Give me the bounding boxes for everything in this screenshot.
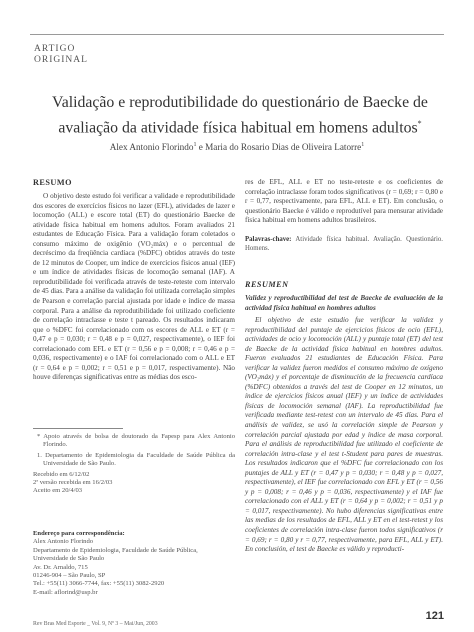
top-rule [30,34,444,35]
author1-mark: 1 [193,142,197,148]
address-line: Departamento de Epidemiologia, Faculdade de Saúde Pública, [33,546,198,554]
resumo-heading: RESUMO [33,178,72,187]
footnote-1: * Apoio através de bolsa de doutorado da Fapesp para Alex Antonio Florindo. [37,433,235,449]
email-link[interactable]: E-mail: aflorind@usp.br [33,588,98,596]
address-heading: Endereço para correspondência: [33,530,125,537]
correspondence-address [33,530,235,597]
received-date: Recebido em 6/12/02 [33,470,90,478]
address-line: Av. Dr. Arnaldo, 715 [33,563,88,571]
section-label-line2: ORIGINAL [34,55,88,65]
address-line: 01246-904 – São Paulo, SP [33,572,106,580]
authors [30,142,444,152]
address-line: Tel.: +55(11) 3066-7744, fax: +55(11) 3082-2920 [33,580,165,588]
title-line2-text: avaliação da atividade física habitual em homens adultos [58,119,418,137]
section-label-line1: ARTIGO [34,44,76,54]
article-title [40,92,440,138]
resumo-continuation: res de EFL, ALL e ET no teste-reteste e os coeficientes de correlação intraclasse foram todos significativos (r = 0,69; r = 0,80 e r = 0,77, respectivamente, para EFL, ALL e ET). Em conclusão, o questionário Baecke é válido e reprodutível para mensurar atividade física habitual em homens adultos brasileiros. [245,178,443,225]
resumen-paragraph: El objetivo de este estudio fue verificar la validez y reproductibilidad del puntaje de ejercicios físicos de ocio (EFL), actividades de ocio y locomoción (ALL) y puntaje total (ET) del test de Baecke de la actividad física habitual en hombres adultos. Fueron evaluados 21 estudiantes de Educación Física. Para verificar la validez fueron medidos el consumo máximo de oxígeno (VO₂máx) y el porcentaje de disminución de la frecuencia cardíaca (%DFC) obtenidos a través del test de Cooper en 12 minutos, un índice de ejercicios físicos anual (IEF) y un índice de actividades físicas de locomoción semanal (IAF). La reproductibilidad fue verificada mediante test-retest con un intervalo de 45 días. Para el análisis de validez, se usó la correlación simple de Pearson y correlación parcial ajustada por edad y índice de masa corporal. Para el análisis de reproductibilidad fue utilizado el coeficiente de correlación intra-clase y el test t-Student para pares de muestras. Los resultados indicaron que el %DFC fue correlacionado con los puntajes de ALL y ET (r = 0,47 y p = 0,030; r = 0,48 y p = 0,027, respectivamente), el IEF fue correlacionado con EFL y ET (r = 0,56 y p = 0,008; r = 0,46 y p = 0,036, respectivamente) y el IAF fue correlacionado con el ALL y ET (r = 0,64 y p = 0,002; r = 0,51 y p = 0,017, respectivamente). No hubo diferencias significativas entre las medias de los resultados de EFL, ALL y ET en el test-retest y los coeficientes de correlación intra-clase fueron todos significativos (r = 0,69; r = 0,80 y r = 0,77, respectivamente, para EFL, ALL y ET). En conclusión, el test de Baecke es válido y reproducti- [245,316,443,554]
author2: e Maria do Rosario Dias de Oliveira Latorre [196,142,362,153]
footnotes [33,433,235,496]
author2-mark: 1 [361,142,365,148]
title-line2 [40,113,440,138]
title-line1: Validação e reprodutibilidade do questionário de Baecke de [52,94,428,111]
resumen-heading: RESUMEN [245,280,289,289]
revised-date: 2ª versão recebida em 16/2/03 [33,479,113,487]
keywords-text: Atividade física habitual. Avaliação. Questionário. Homens. [245,236,443,252]
keywords [245,236,443,253]
accepted-date: Aceito em 20/4/03 [33,487,83,495]
address-line: Alex Antonio Florindo [33,538,94,546]
resumen-subtitle: Validez y reproductibilidad del test de Baecke de evaluación de la actividad física habitual en hombres adultos [245,294,443,312]
resumo-paragraph: O objetivo deste estudo foi verificar a validade e reprodutibilidade dos escores de exercícios físicos no lazer (EFL), atividades de lazer e locomoção (ALL) e escore total (ET) do questionário Baecke de atividade física habitual em homens adultos. Foram avaliados 21 estudantes de Educação Física. Para a validação foram coletados o consumo máximo de oxigênio (VO₂máx) e o percentual de decréscimo da freqüência cardíaca (%DFC) obtidos através do teste de 12 minutos de Cooper, um índice de exercícios físicos anual (IEF) e um índice de atividades físicas de locomoção semanal (IAF). A reprodutibilidade foi verificada através de teste-reteste com intervalo de 45 dias. Para a análise da validação foi utilizada correlação simples de Pearson e correlação parcial ajustada por idade e índice de massa corporal. Para a análise da reprodutibilidade foi utilizado coeficiente de correlação intraclasse e teste t pareado. Os resultados indicaram que o %DFC foi correlacionado com os escores de ALL e ET (r = 0,47 e p = 0,030; r = 0,48 e p = 0,027, respectivamente), o IEF foi correlacionado com EFL e ET (r = 0,56 e p = 0,008; r = 0,46 e p = 0,036, respectivamente) e o IAF foi correlacionado com o ALL e ET (r = 0,64 e p = 0,002; r = 0,51 e p = 0,017, respectivamente). Não houve diferenças significativas entre as médias dos esco- [33,192,235,382]
title-footnote-mark: * [417,119,422,128]
footnote-rule [33,428,123,429]
address-line: Universidade de São Paulo [33,555,105,563]
page-number: 121 [425,610,444,622]
section-label [34,44,88,66]
keywords-label: Palavras-chave: [245,236,292,243]
author1: Alex Antonio Florindo [109,142,194,153]
journal-footer: Rev Bras Med Esporte _ Vol. 9, Nº 3 – Mai/Jun, 2003 [33,621,158,627]
footnote-2: 1. Departamento de Epidemiologia da Faculdade de Saúde Pública da Universidade de São Paulo. [37,451,235,468]
